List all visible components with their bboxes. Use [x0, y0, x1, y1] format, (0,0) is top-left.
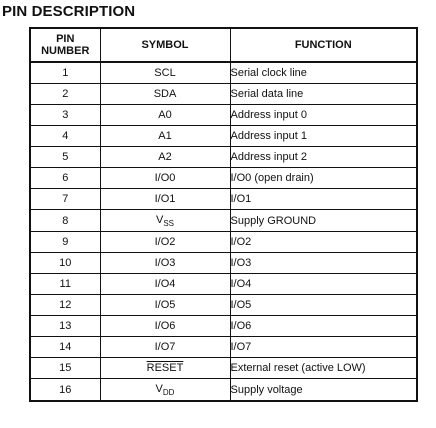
pin-number-cell: 9 — [30, 232, 100, 253]
symbol-cell — [100, 232, 230, 253]
symbol-cell — [100, 274, 230, 295]
symbol-cell — [100, 316, 230, 337]
pin-number-cell: 5 — [30, 147, 100, 168]
header-pin-number: PIN NUMBER — [30, 28, 100, 62]
symbol-cell — [100, 126, 230, 147]
table-body — [30, 62, 417, 401]
symbol-cell — [100, 379, 230, 402]
symbol-cell — [100, 295, 230, 316]
table-row — [30, 189, 417, 210]
pin-number-cell: 3 — [30, 105, 100, 126]
function-cell: I/O4 — [230, 274, 417, 295]
symbol-text: A1 — [158, 130, 172, 142]
symbol-cell — [100, 337, 230, 358]
pin-number-cell: 16 — [30, 379, 100, 402]
symbol-text: I/O3 — [154, 257, 176, 269]
symbol-cell — [100, 168, 230, 189]
symbol-text: V — [155, 214, 164, 226]
table-row — [30, 126, 417, 147]
header-function: FUNCTION — [230, 28, 417, 62]
symbol-text: SCL — [154, 67, 176, 79]
symbol-text: V — [155, 383, 163, 395]
table-row — [30, 210, 417, 232]
symbol-text: I/O2 — [154, 236, 176, 248]
table-row — [30, 232, 417, 253]
symbol-cell — [100, 189, 230, 210]
function-cell: I/O2 — [230, 232, 417, 253]
function-cell: Address input 1 — [230, 126, 417, 147]
table-row — [30, 84, 417, 105]
symbol-text: RESET — [146, 362, 184, 374]
symbol-text: A0 — [158, 109, 172, 121]
function-cell: Serial data line — [230, 84, 417, 105]
table-row — [30, 147, 417, 168]
table-row — [30, 379, 417, 402]
table-row — [30, 316, 417, 337]
symbol-cell — [100, 358, 230, 379]
symbol-text: I/O4 — [154, 278, 176, 290]
function-cell: Address input 0 — [230, 105, 417, 126]
pin-number-cell: 2 — [30, 84, 100, 105]
header-symbol: SYMBOL — [100, 28, 230, 62]
function-cell: Supply GROUND — [230, 210, 417, 232]
function-cell: I/O6 — [230, 316, 417, 337]
symbol-text: I/O6 — [154, 320, 176, 332]
symbol-subscript: SS — [163, 219, 174, 228]
table-row — [30, 168, 417, 189]
symbol-text: I/O0 — [154, 172, 176, 184]
function-cell: External reset (active LOW) — [230, 358, 417, 379]
pin-number-cell: 6 — [30, 168, 100, 189]
table-row — [30, 253, 417, 274]
pin-number-cell: 10 — [30, 253, 100, 274]
symbol-cell — [100, 62, 230, 84]
symbol-text: I/O5 — [154, 299, 176, 311]
pin-description-table — [29, 27, 418, 402]
pin-number-cell: 15 — [30, 358, 100, 379]
symbol-text: I/O7 — [154, 341, 176, 353]
symbol-cell — [100, 105, 230, 126]
symbol-cell — [100, 253, 230, 274]
function-cell: Address input 2 — [230, 147, 417, 168]
table-row — [30, 105, 417, 126]
pin-number-cell: 14 — [30, 337, 100, 358]
function-cell: I/O3 — [230, 253, 417, 274]
table-row — [30, 62, 417, 84]
pin-number-cell: 4 — [30, 126, 100, 147]
symbol-cell — [100, 210, 230, 232]
symbol-subscript: DD — [162, 388, 175, 397]
page-title: PIN DESCRIPTION — [2, 3, 136, 20]
function-cell: I/O1 — [230, 189, 417, 210]
table-row — [30, 274, 417, 295]
pin-number-cell: 7 — [30, 189, 100, 210]
function-cell: I/O0 (open drain) — [230, 168, 417, 189]
pin-number-cell: 8 — [30, 210, 100, 232]
pin-number-cell: 1 — [30, 62, 100, 84]
table-header-row — [30, 28, 417, 62]
pin-number-cell: 12 — [30, 295, 100, 316]
pin-number-cell: 13 — [30, 316, 100, 337]
function-cell: Serial clock line — [230, 62, 417, 84]
symbol-text: SDA — [153, 88, 177, 100]
table-row — [30, 295, 417, 316]
symbol-cell — [100, 147, 230, 168]
table-row — [30, 358, 417, 379]
function-cell: I/O5 — [230, 295, 417, 316]
symbol-text: I/O1 — [154, 193, 176, 205]
pin-number-cell: 11 — [30, 274, 100, 295]
function-cell: I/O7 — [230, 337, 417, 358]
symbol-text: A2 — [158, 151, 172, 163]
table-row — [30, 337, 417, 358]
symbol-cell — [100, 84, 230, 105]
function-cell: Supply voltage — [230, 379, 417, 402]
